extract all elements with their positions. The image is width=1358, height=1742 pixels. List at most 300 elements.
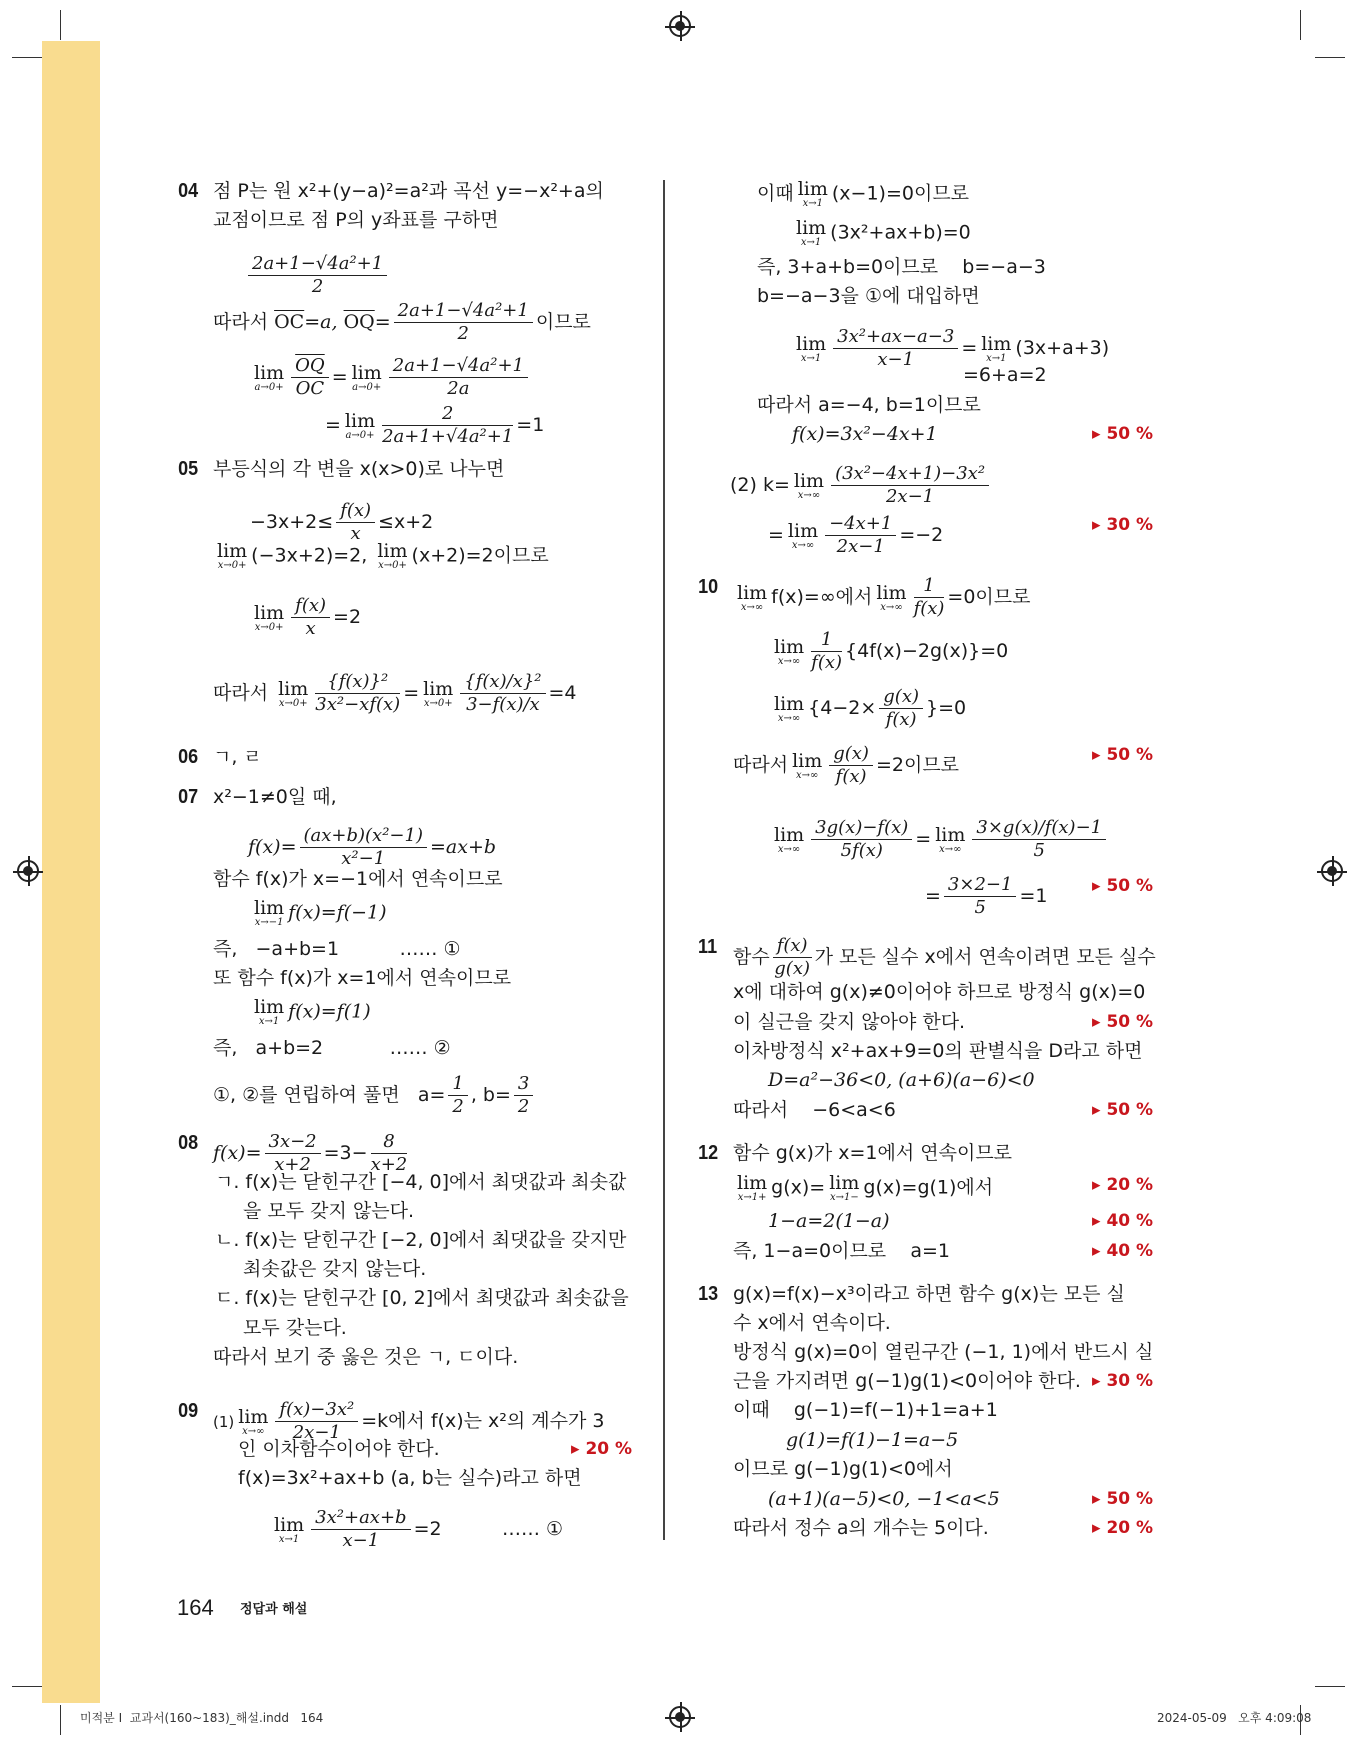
text: 이므로 xyxy=(535,311,591,333)
file-info: 미적분 Ⅰ 교과서(160~183)_해설.indd 164 xyxy=(80,1711,324,1725)
limit-sub: x→∞ xyxy=(795,769,819,781)
text-line: 방정식 g(x)=0이 열린구간 (−1, 1)에서 반드시 실 xyxy=(733,1341,1154,1363)
math-line xyxy=(733,1173,993,1203)
text: 따라서 xyxy=(733,754,789,776)
problem-number: 09 xyxy=(178,1400,199,1422)
registration-mark-icon xyxy=(669,15,691,37)
fraction xyxy=(382,403,513,448)
math-line xyxy=(248,825,496,870)
text-line: 이므로 g(−1)g(1)<0에서 xyxy=(733,1458,953,1480)
text-line: g(x)=f(x)−x³이라고 하면 함수 g(x)는 모든 실 xyxy=(733,1283,1125,1305)
crop-mark xyxy=(60,1705,61,1735)
limit xyxy=(792,751,822,781)
text-line: f(x)=3x²+ax+b (a, b는 실수)라고 하면 xyxy=(238,1467,582,1489)
limit xyxy=(788,521,818,551)
text: =2이므로 xyxy=(875,754,960,776)
text: = xyxy=(925,885,941,907)
lim: lim xyxy=(254,361,285,384)
math-line xyxy=(250,997,371,1027)
lim: lim xyxy=(351,361,382,384)
math-line xyxy=(733,935,1156,980)
denominator: x xyxy=(350,523,361,544)
fraction xyxy=(773,935,812,980)
math-line: 1−a=2(1−a) xyxy=(768,1210,890,1232)
text: =4 xyxy=(548,682,577,704)
text: ①, ②를 연립하여 풀면 a= xyxy=(213,1084,446,1106)
lim: lim xyxy=(935,823,966,846)
problem-number: 05 xyxy=(178,458,199,480)
text-line: 따라서 −6<a<6 xyxy=(733,1099,896,1121)
text: =2 …… ① xyxy=(413,1518,564,1540)
numerator: 2a+1−√4a²+1 xyxy=(394,300,533,323)
lim: lim xyxy=(737,581,768,604)
choice-item: ㄷ. f(x)는 닫힌구간 [0, 2]에서 최댓값과 최솟값을 xyxy=(215,1287,629,1309)
limit xyxy=(774,825,804,855)
limit-sub: x→1+ xyxy=(737,1192,767,1203)
crop-mark xyxy=(12,57,42,58)
limit xyxy=(774,694,804,724)
limit xyxy=(274,1515,304,1545)
denominator: x+2 xyxy=(274,1154,311,1175)
score-percent: ▸ 50 % xyxy=(1092,424,1154,444)
text-line: 근을 가지려면 g(−1)g(1)<0이어야 한다. xyxy=(733,1370,1081,1392)
math-line xyxy=(770,629,1008,674)
numerator: {f(x)/x}² xyxy=(460,671,545,694)
limit-sub: x→∞ xyxy=(740,601,764,613)
problem-number: 08 xyxy=(178,1132,199,1154)
text: = xyxy=(325,414,341,436)
numerator: 2a+1−√4a²+1 xyxy=(248,253,387,276)
limit-sub: x→∞ xyxy=(777,712,801,724)
limit xyxy=(254,898,284,928)
limit-sub: x→∞ xyxy=(791,539,815,551)
page-number: 164 xyxy=(177,1595,214,1620)
crop-mark xyxy=(60,10,61,40)
fraction xyxy=(248,253,387,298)
text-line: 수 x에서 연속이다. xyxy=(733,1312,891,1334)
denominator: 2x−1 xyxy=(836,536,885,557)
numerator: 1 xyxy=(914,575,945,598)
text: =3− xyxy=(323,1142,368,1164)
denominator: 3x²−xf(x) xyxy=(315,694,401,715)
denominator: x²−1 xyxy=(341,848,386,869)
numerator: 3x²+ax+b xyxy=(311,1507,410,1530)
fraction xyxy=(944,874,1017,919)
text: (x+2)=2이므로 xyxy=(411,544,549,567)
text-line: 점 P는 원 x²+(y−a)²=a²과 곡선 y=−x²+a의 xyxy=(213,180,604,202)
lim: lim xyxy=(774,692,805,715)
problem-number: 04 xyxy=(178,180,199,202)
column-divider xyxy=(663,180,665,1540)
text: }=0 xyxy=(926,697,967,719)
print-date: 2024-05-09 오후 4:09:08 xyxy=(1157,1711,1312,1725)
lim: lim xyxy=(254,601,285,624)
math-line: D=a²−36<0, (a+6)(a−6)<0 xyxy=(768,1069,1035,1091)
problem-number: 11 xyxy=(698,936,718,958)
lim: lim xyxy=(829,1172,860,1194)
lim: lim xyxy=(254,897,285,919)
text: = xyxy=(768,524,784,546)
numerator: 8 xyxy=(371,1131,408,1154)
math-line xyxy=(213,541,549,571)
fraction xyxy=(825,513,896,558)
text-line: 즉, −a+b=1 …… ① xyxy=(213,938,461,960)
limit-sub: x→∞ xyxy=(242,1425,265,1437)
limit-sub: x→∞ xyxy=(939,843,962,855)
fraction xyxy=(831,463,989,508)
text-line: 이 실근을 갖지 않아야 한다. xyxy=(733,1011,966,1033)
lim: lim xyxy=(423,677,454,700)
text-line: 교점이므로 점 P의 y좌표를 구하면 xyxy=(213,209,499,231)
math-line xyxy=(213,1073,536,1118)
text: (3x²+ax+b)=0 xyxy=(830,221,971,244)
limit xyxy=(377,541,407,571)
numerator: 3×2−1 xyxy=(944,874,1017,897)
math-line xyxy=(250,500,433,545)
text-line: 즉, 3+a+b=0이므로 b=−a−3 xyxy=(757,256,1046,278)
choice-item: 모두 갖는다. xyxy=(243,1317,347,1339)
text: = xyxy=(331,366,348,388)
lim: lim xyxy=(254,996,285,1018)
numerator: 2 xyxy=(382,403,513,426)
fraction xyxy=(291,595,330,640)
fraction xyxy=(336,500,375,545)
score-percent: ▸ 30 % xyxy=(1092,1371,1154,1391)
fraction xyxy=(833,326,958,371)
text: 따라서 xyxy=(213,682,275,704)
limit-sub: x→1 xyxy=(258,1016,280,1027)
denominator: 3−f(x)/x xyxy=(466,694,540,715)
limit-sub: x→−1 xyxy=(254,917,284,928)
math-line xyxy=(792,218,971,248)
lim: lim xyxy=(344,409,376,432)
limit-sub: x→0+ xyxy=(254,621,284,633)
lim: lim xyxy=(793,469,825,492)
text-line: 함수 f(x)가 x=−1에서 연속이므로 xyxy=(213,868,503,890)
choice-item: 을 모두 갖지 않는다. xyxy=(243,1200,414,1222)
fraction xyxy=(394,300,533,345)
fraction xyxy=(972,817,1106,862)
text: = xyxy=(374,311,391,333)
registration-mark-icon xyxy=(17,860,39,882)
limit xyxy=(238,1407,268,1437)
registration-mark-icon xyxy=(1321,860,1343,882)
text: =1 xyxy=(1019,885,1048,907)
lim: lim xyxy=(876,581,907,604)
text-line: 인 이차함수이어야 한다. xyxy=(238,1438,440,1460)
text: 가 모든 실수 x에서 연속이려면 모든 실수 xyxy=(814,946,1156,968)
math-line xyxy=(730,463,992,508)
crop-mark xyxy=(1315,1686,1345,1687)
crop-mark xyxy=(12,1686,42,1687)
lim: lim xyxy=(274,1513,305,1536)
numerator: 3x−2 xyxy=(265,1131,321,1154)
text: = xyxy=(961,337,978,359)
text-line: 따라서 보기 중 옳은 것은 ㄱ, ㄷ이다. xyxy=(213,1346,519,1368)
section-title: 정답과 해설 xyxy=(240,1602,308,1617)
lim: lim xyxy=(238,1405,269,1428)
score-percent: ▸ 50 % xyxy=(1092,876,1154,896)
fraction xyxy=(448,1073,467,1118)
fraction xyxy=(311,1507,410,1552)
math-line xyxy=(768,513,943,558)
problem-number: 10 xyxy=(698,576,719,598)
text: (x−1)=0이므로 xyxy=(831,182,970,205)
limit xyxy=(254,603,284,633)
math-line: =6+a=2 xyxy=(963,364,1047,386)
math-line xyxy=(770,686,966,731)
sub-label: (2) k= xyxy=(730,474,790,496)
numerator: g(x) xyxy=(829,743,873,766)
text: g(x)=g(1)에서 xyxy=(863,1176,994,1199)
crop-mark xyxy=(1315,57,1345,58)
text-line: x에 대하여 g(x)≠0이어야 하므로 방정식 g(x)=0 xyxy=(733,981,1146,1003)
score-percent: ▸ 20 % xyxy=(1092,1175,1154,1195)
math-line: f(x)=3x²−4x+1 xyxy=(792,423,938,445)
denominator: 2x−1 xyxy=(292,1422,341,1443)
fraction xyxy=(829,743,873,788)
sub-label: (1) xyxy=(213,1413,235,1431)
numerator: 3 xyxy=(514,1073,533,1096)
limit xyxy=(981,334,1011,364)
math-line xyxy=(925,874,1047,919)
fraction xyxy=(811,817,912,862)
math-line xyxy=(757,179,969,209)
limit xyxy=(254,997,284,1027)
score-percent: ▸ 20 % xyxy=(571,1439,633,1459)
numerator: 2a+1−√4a²+1 xyxy=(389,355,528,378)
text: −3x+2≤ xyxy=(250,511,334,533)
text-line: 이때 g(−1)=f(−1)+1=a+1 xyxy=(733,1399,998,1421)
score-percent: ▸ 50 % xyxy=(1092,1489,1154,1509)
text: 함수 xyxy=(733,946,770,968)
numerator: f(x)−3x² xyxy=(275,1399,358,1422)
text-line: 부등식의 각 변을 x(x>0)로 나누면 xyxy=(213,458,505,480)
limit-sub: x→1− xyxy=(829,1192,859,1203)
text: g(x)= xyxy=(771,1176,826,1199)
limit xyxy=(217,541,247,571)
limit-sub: a→0+ xyxy=(254,381,284,393)
fraction xyxy=(811,629,842,674)
math-line xyxy=(270,1507,563,1552)
denominator: 2a xyxy=(447,378,470,399)
limit xyxy=(254,363,284,393)
math-line: (a+1)(a−5)<0, −1<a<5 xyxy=(768,1488,1000,1510)
lim: lim xyxy=(377,540,408,562)
fraction xyxy=(460,671,545,716)
text-line: x²−1≠0일 때, xyxy=(213,786,337,808)
numerator: f(x) xyxy=(773,935,812,958)
text: =0이므로 xyxy=(947,586,1031,608)
fraction xyxy=(315,671,400,716)
limit-sub: a→0+ xyxy=(345,429,375,441)
choice-item: ㄱ. f(x)는 닫힌구간 [−4, 0]에서 최댓값과 최솟값 xyxy=(215,1171,627,1193)
denominator: 5 xyxy=(974,897,986,918)
denominator: f(x) xyxy=(835,766,867,787)
problem-number: 07 xyxy=(178,786,199,808)
lim: lim xyxy=(981,332,1012,355)
text: {4f(x)−2g(x)}=0 xyxy=(845,640,1009,662)
numerator: −4x+1 xyxy=(825,513,896,536)
fraction xyxy=(389,355,528,400)
text: f(x)=f(−1) xyxy=(288,901,387,924)
denominator: x−1 xyxy=(342,1530,380,1551)
text: 이때 xyxy=(757,182,794,205)
limit-sub: x→∞ xyxy=(797,489,821,501)
limit-sub: x→∞ xyxy=(777,843,801,855)
limit-sub: x→0+ xyxy=(217,560,247,571)
score-percent: ▸ 20 % xyxy=(1092,1518,1154,1538)
text: = xyxy=(915,828,932,850)
score-percent: ▸ 30 % xyxy=(1092,515,1154,535)
limit-sub: x→0+ xyxy=(378,560,407,571)
limit-sub: x→0+ xyxy=(278,697,308,709)
crop-mark xyxy=(1300,10,1301,40)
denominator: x xyxy=(305,618,316,639)
limit-sub: x→1 xyxy=(986,352,1007,364)
math-line xyxy=(213,671,577,716)
limit xyxy=(796,334,826,364)
text-line: 즉, 1−a=0이므로 a=1 xyxy=(733,1240,950,1262)
text: =k에서 f(x)는 x²의 계수가 3 xyxy=(361,1410,605,1432)
text: =−2 xyxy=(899,524,944,546)
math-line: g(1)=f(1)−1=a−5 xyxy=(786,1429,959,1451)
text: = xyxy=(403,682,420,704)
denominator: 2 xyxy=(452,1096,464,1117)
denominator: 2a+1+√4a²+1 xyxy=(382,426,514,447)
math-line xyxy=(792,326,1109,371)
lim: lim xyxy=(787,519,819,542)
math-line xyxy=(213,300,591,345)
text-line: 따라서 a=−4, b=1이므로 xyxy=(757,394,981,416)
lim: lim xyxy=(278,677,309,700)
fraction xyxy=(291,355,329,400)
limit xyxy=(737,1173,767,1203)
denominator: 2 xyxy=(517,1096,530,1117)
denominator: x+2 xyxy=(370,1154,408,1175)
text: =ax+b xyxy=(429,836,497,858)
limit-sub: x→0+ xyxy=(423,697,453,709)
limit-sub: x→∞ xyxy=(880,601,903,613)
limit xyxy=(423,679,453,709)
limit xyxy=(345,411,375,441)
limit xyxy=(794,471,824,501)
margin-color-bar xyxy=(42,41,100,1703)
text: , b= xyxy=(470,1084,511,1106)
text-line: b=−a−3을 ①에 대입하면 xyxy=(757,285,980,307)
limit xyxy=(876,583,906,613)
text: =a, xyxy=(304,311,344,333)
score-percent: ▸ 50 % xyxy=(1092,745,1154,765)
limit-sub: x→1 xyxy=(800,352,822,364)
registration-mark-icon xyxy=(669,1706,691,1728)
denominator: g(x) xyxy=(774,958,810,979)
lim: lim xyxy=(796,332,827,355)
numerator: g(x) xyxy=(879,686,923,709)
numerator: (ax+b)(x²−1) xyxy=(300,825,427,848)
choice-item: 최솟값은 갖지 않는다. xyxy=(243,1258,427,1280)
text: f(x)=∞에서 xyxy=(771,586,873,608)
math-line xyxy=(250,355,531,400)
fraction xyxy=(914,575,945,620)
text: (3x+a+3) xyxy=(1015,337,1110,359)
limit xyxy=(278,679,308,709)
score-percent: ▸ 40 % xyxy=(1092,1241,1154,1261)
choice-item: ㄴ. f(x)는 닫힌구간 [−2, 0]에서 최댓값을 갖지만 xyxy=(215,1229,627,1251)
math-line xyxy=(250,898,387,928)
lim: lim xyxy=(792,749,823,772)
limit xyxy=(737,583,767,613)
fraction xyxy=(879,686,923,731)
problem-number: 13 xyxy=(698,1283,719,1305)
numerator: f(x) xyxy=(291,595,330,618)
denominator: 2 xyxy=(457,323,469,344)
lim: lim xyxy=(774,823,805,846)
denominator: f(x) xyxy=(885,709,917,730)
math-line xyxy=(250,595,361,640)
limit xyxy=(798,179,828,209)
limit xyxy=(935,825,965,855)
limit-sub: x→1 xyxy=(802,198,823,209)
math-line xyxy=(733,575,1031,620)
text: f(x)=f(1) xyxy=(288,1000,371,1023)
numerator: (3x²−4x+1)−3x² xyxy=(831,463,989,486)
segment-oq: $\overline{OQ}$ xyxy=(343,311,375,333)
numerator: 1 xyxy=(448,1073,467,1096)
fraction xyxy=(300,825,427,870)
lim: lim xyxy=(737,1172,768,1194)
math-line xyxy=(245,253,390,298)
text: 따라서 xyxy=(213,311,275,333)
numerator: f(x) xyxy=(336,500,375,523)
numerator: {f(x)}² xyxy=(315,671,400,694)
limit xyxy=(774,637,804,667)
text-line: 따라서 정수 a의 개수는 5이다. xyxy=(733,1517,989,1539)
limit xyxy=(796,218,826,248)
limit-sub: x→∞ xyxy=(777,655,801,667)
text: ≤x+2 xyxy=(378,511,434,533)
text: f(x)= xyxy=(248,836,297,858)
limit xyxy=(829,1173,859,1203)
text: =1 xyxy=(516,414,545,436)
denominator: 5f(x) xyxy=(840,840,883,861)
limit-sub: x→1 xyxy=(800,237,822,248)
denominator: 2 xyxy=(311,276,324,297)
text-line: 이차방정식 x²+ax+9=0의 판별식을 D라고 하면 xyxy=(733,1040,1143,1062)
denominator: f(x) xyxy=(811,652,843,673)
denominator: f(x) xyxy=(913,598,945,619)
limit-sub: a→0+ xyxy=(352,381,382,393)
segment-oc: $\overline{OC}$ xyxy=(274,311,305,333)
numerator: 3×g(x)/f(x)−1 xyxy=(972,817,1106,840)
lim: lim xyxy=(797,178,828,200)
denominator: x−1 xyxy=(877,349,915,370)
text-line: 즉, a+b=2 …… ② xyxy=(213,1037,451,1059)
text: {4−2× xyxy=(808,697,877,719)
lim: lim xyxy=(217,540,248,562)
numerator: 3g(x)−f(x) xyxy=(811,817,912,840)
text-line: 또 함수 f(x)가 x=1에서 연속이므로 xyxy=(213,967,512,989)
math-line xyxy=(733,743,959,788)
text: (−3x+2)=2, xyxy=(251,544,374,567)
problem-number: 12 xyxy=(698,1142,719,1164)
answer: ㄱ, ㄹ xyxy=(213,746,262,768)
limit xyxy=(352,363,382,393)
math-line xyxy=(325,403,544,448)
numerator: 1 xyxy=(811,629,842,652)
denominator: 2x−1 xyxy=(885,486,935,507)
text-line: 함수 g(x)가 x=1에서 연속이므로 xyxy=(733,1142,1013,1164)
